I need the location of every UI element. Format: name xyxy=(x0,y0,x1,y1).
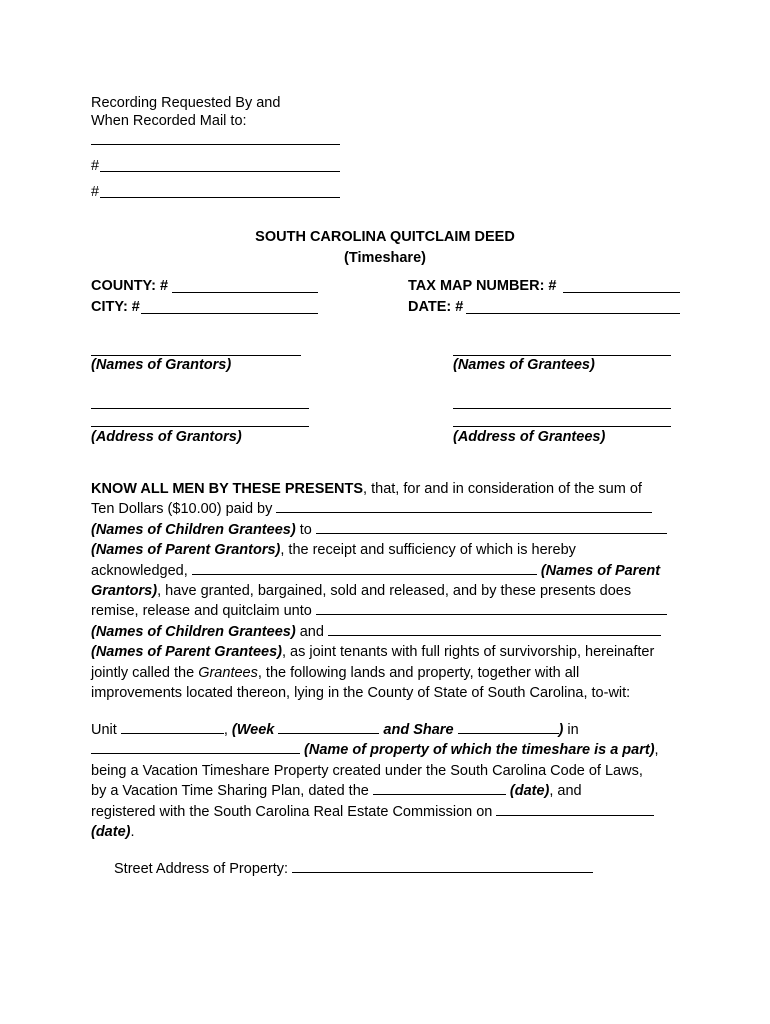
grantees-address-line-1 xyxy=(453,408,671,409)
address-hash-1: # xyxy=(91,158,100,174)
granted-text: , have granted, bargained, sold and released, and by these presents does xyxy=(157,582,632,599)
receipt-text: , the receipt and sufficiency of which is hereby xyxy=(280,542,576,559)
county-line xyxy=(172,292,318,293)
recording-requested-label: Recording Requested By and xyxy=(91,95,281,111)
street-address-label: Street Address of Property: xyxy=(114,861,289,877)
recorded-mail-to-label: When Recorded Mail to: xyxy=(91,113,247,129)
quitclaim-unto-text: remise, release and quitclaim unto xyxy=(91,603,312,620)
and-blank xyxy=(328,622,661,636)
unit-blank xyxy=(121,720,224,734)
grantors-address-label: (Address of Grantors) xyxy=(91,429,242,445)
grantees-term: Grantees xyxy=(198,664,258,681)
improvements-text: improvements located thereon, lying in the County of State of South Carolina, to-wit: xyxy=(91,684,631,701)
lands-property-text: , the following lands and property, together with all xyxy=(257,664,580,681)
paid-by-blank xyxy=(276,499,652,513)
commission-date-label: (date) xyxy=(91,823,131,840)
parent-grantors-ref-1: (Names of Parent Grantors) xyxy=(91,542,281,559)
sharing-plan-text: by a Vacation Time Sharing Plan, dated the xyxy=(91,783,369,800)
consideration-text: , that, for and in consideration of the sum of xyxy=(363,481,642,497)
parent-grantors-ref-2a: (Names of Parent xyxy=(540,562,661,579)
quitclaim-unto-blank xyxy=(316,601,667,615)
tax-map-line xyxy=(563,292,680,293)
and-end-text: , and xyxy=(549,783,582,800)
children-grantees-ref-1: (Names of Children Grantees) xyxy=(91,521,296,538)
share-label: and Share xyxy=(383,722,454,738)
county-label: COUNTY: # xyxy=(91,278,169,294)
grantors-address-line-2 xyxy=(91,426,309,427)
grantees-names-label: (Names of Grantees) xyxy=(453,357,595,373)
property-name-blank xyxy=(91,740,300,754)
unit-label: Unit xyxy=(91,722,117,738)
parent-grantors-ref-2b: Grantors) xyxy=(91,582,158,599)
address-hash-2: # xyxy=(91,184,100,200)
grantors-address-line-1 xyxy=(91,408,309,409)
jointly-called-text: jointly called the xyxy=(91,664,199,681)
week-label: (Week xyxy=(231,722,275,738)
plan-date-blank xyxy=(373,781,506,795)
know-all-men-heading: KNOW ALL MEN BY THESE PRESENTS xyxy=(91,481,364,497)
grantees-address-line-2 xyxy=(453,426,671,427)
date-line xyxy=(466,313,680,314)
acknowledged-blank xyxy=(192,561,537,575)
street-address-field xyxy=(114,859,593,878)
children-grantees-ref-2: (Names of Children Grantees) xyxy=(91,623,296,640)
document-subtitle: (Timeshare) xyxy=(344,250,426,266)
grantors-names-label: (Names of Grantors) xyxy=(91,357,232,373)
unit-comma: , xyxy=(223,722,228,738)
commission-date-blank xyxy=(496,802,654,816)
document-title: SOUTH CAROLINA QUITCLAIM DEED xyxy=(255,229,515,245)
tax-map-label: TAX MAP NUMBER: # xyxy=(408,278,557,294)
mail-to-address-line-1 xyxy=(100,171,340,172)
vacation-timeshare-text: being a Vacation Timeshare Property created under the South Carolina Code of Laws, xyxy=(91,762,643,779)
joint-tenants-text: , as joint tenants with full rights of survivorship, hereinafter xyxy=(281,644,655,661)
to-blank xyxy=(316,520,667,534)
grantees-address-label: (Address of Grantees) xyxy=(453,429,606,445)
date-label: DATE: # xyxy=(408,299,464,315)
parent-grantees-ref: (Names of Parent Grantees) xyxy=(91,644,282,661)
street-address-blank xyxy=(292,859,593,873)
property-comma: , xyxy=(654,742,659,759)
period: . xyxy=(130,823,135,840)
city-label: CITY: # xyxy=(91,299,140,315)
city-line xyxy=(141,313,318,314)
conveyance-paragraph xyxy=(91,479,691,703)
commission-text: registered with the South Carolina Real Estate Commission on xyxy=(91,803,493,820)
acknowledged-text: acknowledged, xyxy=(91,562,188,579)
in-text: in xyxy=(563,722,579,738)
property-name-label: (Name of property of which the timeshare is a part) xyxy=(304,742,655,759)
paid-by-text: Ten Dollars ($10.00) paid by xyxy=(91,501,273,518)
mail-to-name-line xyxy=(91,144,340,145)
and-text: and xyxy=(295,623,324,640)
timeshare-paragraph xyxy=(91,720,691,842)
mail-to-address-line-2 xyxy=(100,197,340,198)
share-blank xyxy=(458,720,559,734)
week-blank xyxy=(278,720,379,734)
to-text: to xyxy=(295,521,312,538)
share-paren: ) xyxy=(558,722,564,738)
plan-date-label: (date) xyxy=(509,783,550,800)
